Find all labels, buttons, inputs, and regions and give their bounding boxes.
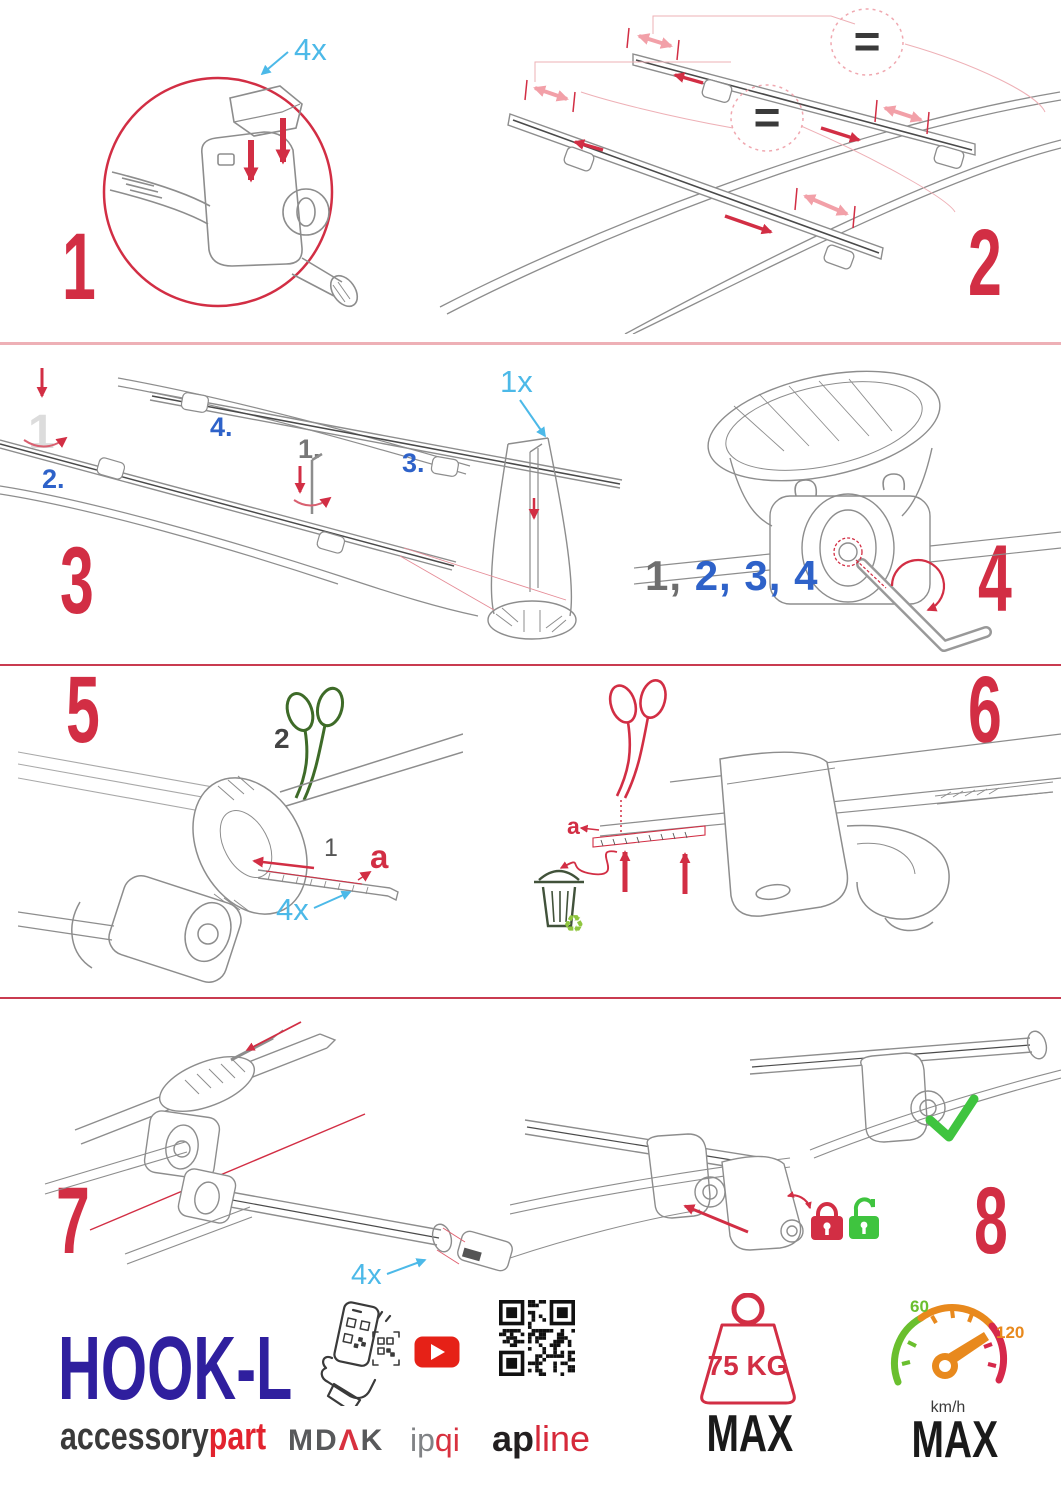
section-divider-3 [0, 997, 1061, 999]
cover-slide-drawing [510, 1120, 803, 1258]
gauge-low-value: 60 [910, 1297, 929, 1316]
phone-scan-icon [320, 1300, 400, 1406]
cut-step-label: 2 [274, 723, 290, 754]
step-7-qty-label: 4x [351, 1259, 382, 1291]
substep-4-label: 4. [210, 412, 233, 442]
qty-leader-line [387, 1260, 425, 1274]
ghost-step-number: 1 [28, 406, 55, 459]
step-6-number: 6 [968, 657, 1000, 763]
youtube-icon [414, 1336, 460, 1368]
step-1-number: 1 [62, 214, 94, 320]
qty-leader-line [314, 892, 350, 908]
step-2-illustration [415, 2, 1061, 334]
max-speed-label: MAX [911, 1411, 999, 1469]
logo-ipqi-post: qi [434, 1422, 460, 1458]
brand-name [60, 1418, 266, 1456]
step-7-number: 7 [56, 1168, 88, 1274]
logo-mdak [288, 1424, 384, 1458]
logo-apline-post: line [534, 1418, 591, 1459]
leader-lines [535, 16, 1045, 212]
logo-ipqi-pre: ip [410, 1422, 435, 1458]
step-6-illustration [505, 674, 1061, 992]
speed-gauge-icon [880, 1294, 1030, 1420]
step-1-illustration [50, 12, 400, 342]
brand-name-red: part [208, 1416, 267, 1458]
padlock-unlocked-icon [849, 1199, 879, 1239]
qty-leader-line [520, 400, 545, 436]
step-2-number: 2 [968, 210, 1000, 316]
scissors-icon [283, 686, 347, 800]
discard-squiggle [561, 851, 617, 874]
step-4-illustration [634, 346, 1061, 662]
max-weight-icon [678, 1293, 822, 1413]
a-leader [358, 872, 370, 880]
brand-name-black: accessory [60, 1416, 209, 1458]
max-weight-label: MAX [706, 1405, 794, 1463]
crossbars-drawing [508, 54, 975, 270]
checkmark-icon [930, 1099, 974, 1137]
section-divider-2 [0, 664, 1061, 666]
logo-ipqi [410, 1422, 460, 1459]
step-5-qty-label: 4x [276, 892, 309, 927]
sequence-blue-part: 2, 3, 4 [682, 552, 819, 599]
logo-mdak-post: K [360, 1424, 385, 1457]
step-8-number: 8 [974, 1168, 1006, 1274]
substep-1-label: 1. [298, 434, 321, 464]
max-weight-value: 75 KG [707, 1350, 789, 1381]
qty-leader-line [262, 52, 288, 74]
step-8-illustration [510, 1000, 1061, 1300]
end-cap-drawing [125, 1167, 514, 1272]
scissors-icon [606, 678, 670, 798]
logo-mdak-pre: MD [288, 1424, 339, 1457]
step-5-number: 5 [66, 657, 98, 763]
locked-assembly-drawing [750, 1029, 1061, 1158]
step-1-qty-label: 4x [294, 32, 327, 67]
step-5-illustration [18, 674, 463, 996]
step-3-qty-label: 1x [500, 364, 533, 399]
step-4-number: 4 [978, 526, 1010, 632]
clamp-drawing [18, 871, 246, 987]
logo-apline-pre: ap [492, 1418, 535, 1459]
sequence-gray-part: 1, [645, 552, 683, 599]
equal-sign-1: = [853, 15, 881, 67]
logo-mdak-mid: Λ [338, 1424, 361, 1457]
step-3-number: 3 [60, 528, 92, 634]
a-label: a [567, 813, 580, 839]
padlock-locked-icon [811, 1204, 843, 1240]
equal-sign-2: = [753, 91, 781, 143]
section-divider-1 [0, 342, 1061, 345]
trash-recycle-icon [534, 871, 585, 938]
gauge-high-value: 120 [996, 1323, 1025, 1342]
step-7-illustration [35, 1002, 515, 1298]
step-3-illustration [0, 348, 630, 664]
substep-2-label: 2. [42, 464, 65, 494]
recycle-icon: ♻ [563, 911, 585, 938]
tighten-sequence-text [645, 552, 818, 600]
gauge-unit: km/h [930, 1399, 966, 1416]
product-name: HOOK-L [58, 1319, 293, 1419]
foot-cover-drawing [720, 752, 949, 930]
allen-key-large [862, 564, 986, 646]
qr-code [499, 1300, 575, 1376]
key-slide-arrow [247, 1022, 301, 1050]
a-leader [581, 828, 599, 830]
logo-apline [492, 1418, 590, 1460]
insert-step-label: 1 [324, 834, 338, 862]
a-label: a [370, 838, 389, 875]
substep-3-label: 3. [402, 448, 425, 478]
crossbar-clamp-drawing [110, 86, 363, 311]
strip-cut-piece [593, 826, 705, 847]
